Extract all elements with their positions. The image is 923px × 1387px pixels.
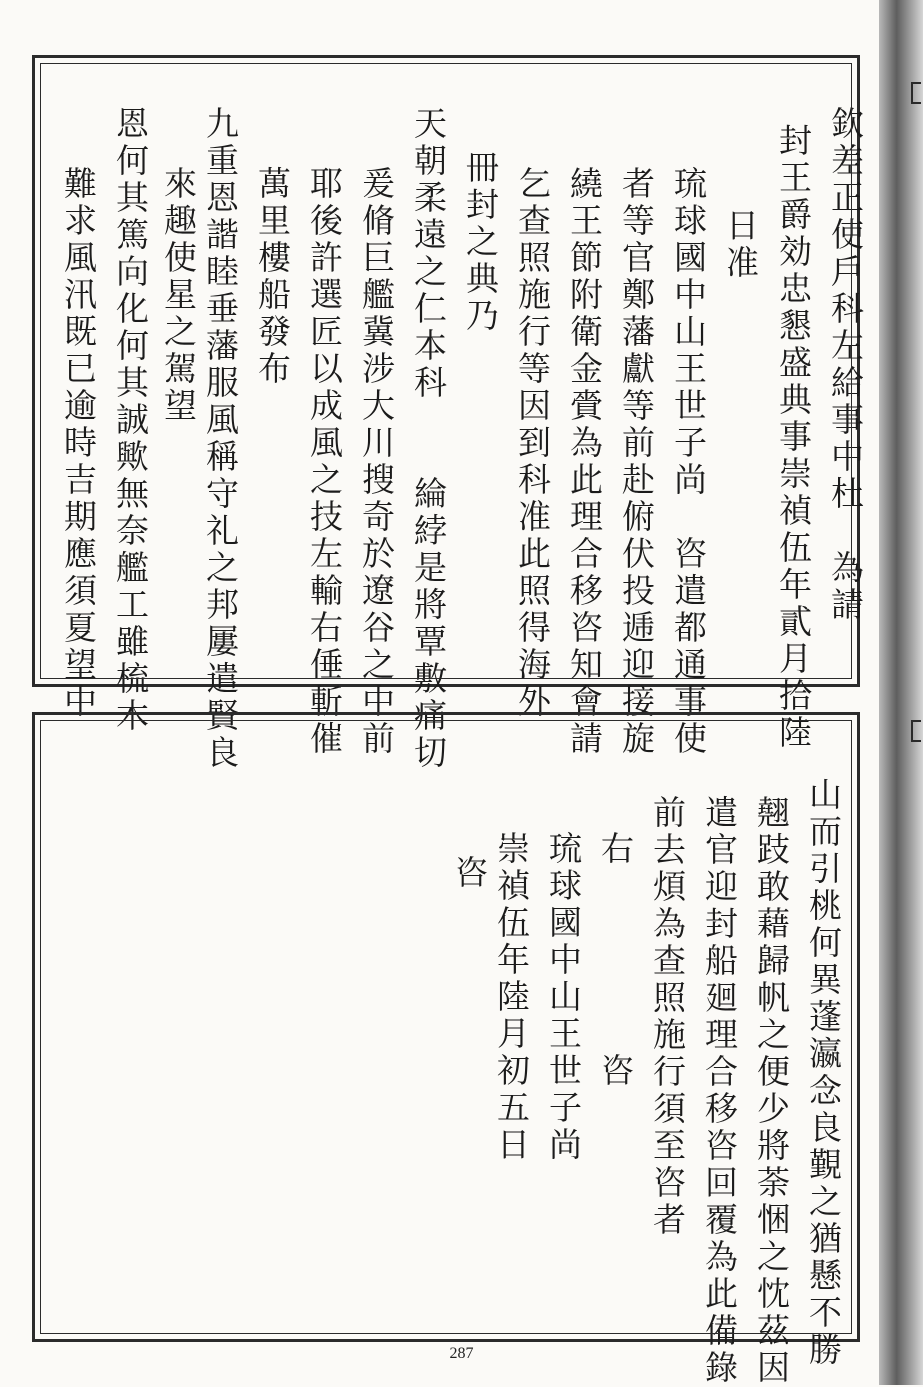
text-column: 來趣使星之駕望 [159, 166, 198, 425]
scan-binding-edge [879, 0, 923, 1385]
text-column: 山而引桃何異蓬瀛念良覲之猶懸不勝 [804, 777, 843, 1369]
text-column: 恩何其篤向化何其誠歟無奈艦工雖梳木 [111, 106, 150, 735]
text-column: 冊封之典乃 [461, 150, 500, 335]
text-column: 封王爵効忠懇盛典事崇禎伍年貳月拾陸 [774, 123, 813, 752]
text-column: 繞王節附衛金賫為此理合移咨知會請 [565, 166, 604, 758]
edge-tab-mark [911, 82, 921, 104]
text-column: 崇禎伍年陸月初五日 [492, 831, 531, 1164]
text-column: 天朝柔遠之仁本科 綸綍是將覃敷痛切 [409, 106, 448, 772]
text-column: 九重恩諧睦垂藩服風稱守礼之邦屢遣賢良 [201, 106, 240, 772]
text-column: 翹跂敢藉歸帆之便少將荼悃之忱茲因 [752, 795, 791, 1387]
text-column: 萬里樓船發布 [253, 166, 292, 388]
text-column: 難求風汛既已逾時吉期應須夏望中 [59, 166, 98, 721]
page-number: 287 [449, 1345, 474, 1362]
text-column: 遣官迎封船廻理合移咨回覆為此備錄 [700, 795, 739, 1387]
text-column: 耶後許選匠以成風之技左輸右倕斬催 [305, 166, 344, 758]
document-panel-top [32, 55, 865, 772]
text-column: 乞查照施行等因到科准此照得海外 [513, 166, 552, 721]
text-column: 爰脩巨艦冀涉大川搜奇於遼谷之中前 [357, 166, 396, 758]
text-column: 琉球國中山王世子尚 [544, 831, 583, 1164]
text-column: 琉球國中山王世子尚 咨遣都通事使 [669, 166, 708, 758]
text-column: 右 咨 [596, 831, 635, 1090]
text-column: 前去煩為查照施行須至咨者 [648, 795, 687, 1239]
text-column: 欽差正使戶科左給事中杜 為請 [826, 106, 865, 624]
text-column: 者等官鄭藩獻等前赴俯伏投逓迎接旋 [617, 166, 656, 758]
text-column: 日准 [721, 208, 760, 282]
edge-tab-mark [911, 720, 921, 742]
text-column: 咨 [450, 855, 489, 892]
